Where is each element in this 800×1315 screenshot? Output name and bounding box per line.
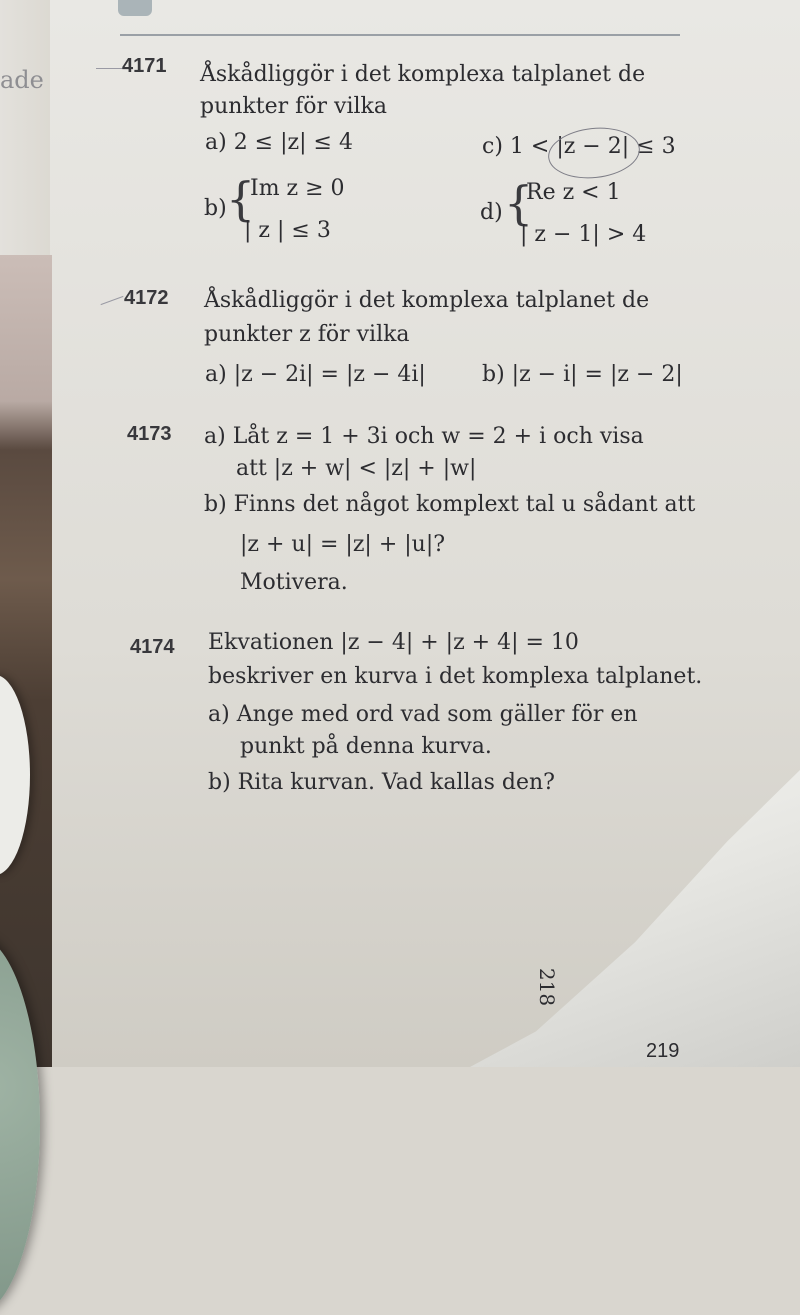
part-a-cont: punkt på denna kurva. [240, 734, 492, 759]
brace: { [504, 176, 534, 230]
problem-number: 4174 [130, 636, 175, 658]
margin-text: ade [0, 66, 44, 94]
green-plate [0, 935, 40, 1315]
header-rule [120, 34, 680, 36]
part-d-line: | z − 1| > 4 [520, 222, 647, 247]
part-b: b) |z − i| = |z − 2| [482, 362, 683, 387]
problem-text: Ekvationen |z − 4| + |z + 4| = 10 [208, 630, 579, 655]
part-b-cont: Motivera. [240, 570, 348, 595]
part-a: a) Låt z = 1 + 3i och w = 2 + i och visa [204, 424, 644, 449]
part-b: b) Rita kurvan. Vad kallas den? [208, 770, 555, 795]
part-a: a) Ange med ord vad som gäller för en [208, 702, 638, 727]
part-b-label: b) [204, 196, 227, 221]
page-number-folded: 218 [535, 967, 560, 1007]
problem-number: 4172 [124, 287, 169, 309]
background-photo [0, 255, 52, 1067]
part-a: a) |z − 2i| = |z − 4i| [205, 362, 426, 387]
page-number: 219 [646, 1040, 680, 1062]
chapter-tab [118, 0, 152, 16]
part-a: a) 2 ≤ |z| ≤ 4 [205, 130, 353, 155]
part-d-line: Re z < 1 [526, 180, 621, 205]
brace: { [226, 172, 256, 226]
problem-number: 4173 [127, 423, 172, 445]
part-b: b) Finns det något komplext tal u sådant att [204, 492, 696, 517]
problem-text: beskriver en kurva i det komplexa talplanet. [208, 664, 703, 689]
part-d-label: d) [480, 200, 503, 225]
white-plate [0, 675, 30, 875]
part-b-line: Im z ≥ 0 [250, 176, 345, 201]
part-b-line: | z | ≤ 3 [244, 218, 331, 243]
problem-number: 4171 [122, 55, 167, 77]
part-c: c) 1 < |z − 2| ≤ 3 [482, 134, 676, 159]
part-b-cont: |z + u| = |z| + |u|? [240, 532, 446, 557]
problem-text: punkter z för vilka [204, 322, 410, 347]
problem-text: punkter för vilka [200, 94, 387, 119]
part-a-cont: att |z + w| < |z| + |w| [236, 456, 477, 481]
problem-text: Åskådliggör i det komplexa talplanet de [200, 62, 646, 87]
problem-text: Åskådliggör i det komplexa talplanet de [204, 288, 650, 313]
